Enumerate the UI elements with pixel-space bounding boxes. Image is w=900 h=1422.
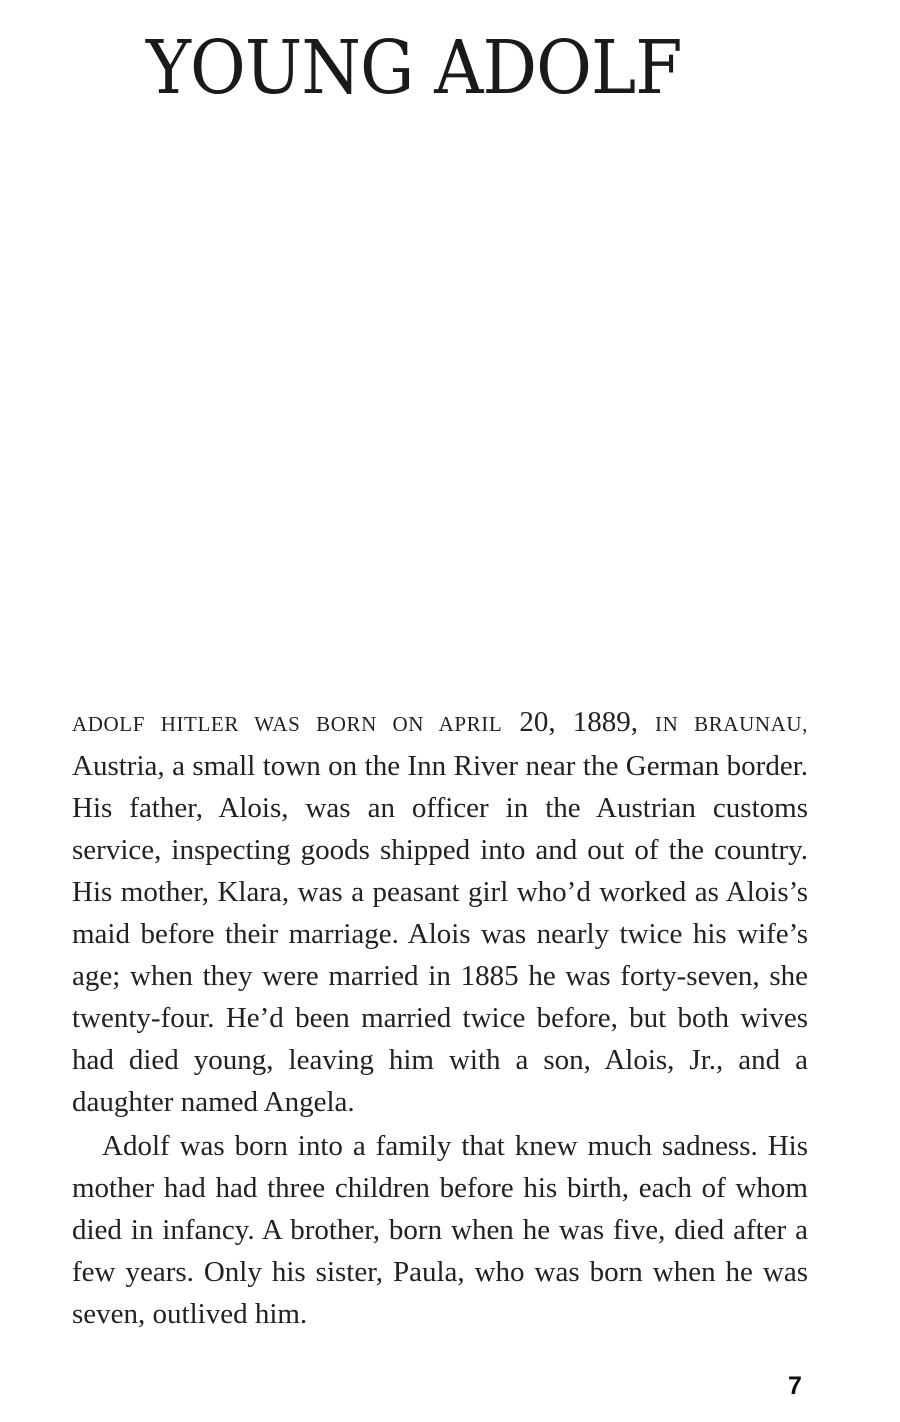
opening-date: 20, 1889, [519, 706, 638, 738]
paragraph-1-text: Austria, a small town on the Inn River near the German border. His father, Alois, was an officer in the Austrian customs service, inspecting goods shipped into and out of the country. His mother, Klara, was a peasant girl who’d worked as Alois’s maid before their marriage. Alois was nearly twice his wife’s age; when they were married in 1885 he was forty-seven, she twenty-four. He’d been married twice before, but both wives had died young, leaving him with a son, Alois, Jr., and a daughter named Angela. [72, 750, 808, 1118]
opening-place: IN BRAUNAU, [655, 712, 808, 736]
paragraph-1 [72, 701, 808, 1123]
page-number: 7 [788, 1372, 802, 1400]
chapter-title: YOUNG ADOLF [146, 25, 682, 111]
opening-smallcaps: ADOLF HITLER WAS BORN ON APRIL [72, 712, 503, 736]
body-text [72, 701, 808, 1335]
paragraph-2: Adolf was born into a family that knew much sadness. His mother had had three children before his birth, each of whom died in infancy. A brother, born when he was five, died after a few years. Only his sister, Paula, who was born when he was seven, outlived him. [72, 1130, 808, 1330]
